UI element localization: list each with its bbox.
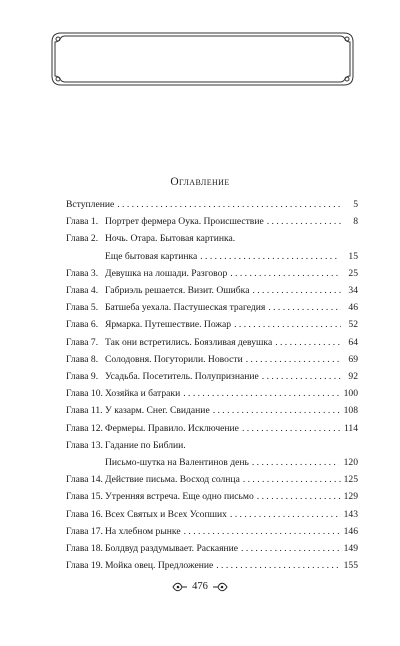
toc-entry-chapter-2[interactable] xyxy=(66,230,358,247)
entry-label: Девушка на лошади. Разговор xyxy=(105,267,228,279)
toc-entry-chapter-1[interactable] xyxy=(66,213,358,230)
entry-label: Усадьба. Посетитель. Полупризнание xyxy=(105,371,259,383)
entry-page: 120 xyxy=(343,457,358,469)
toc-entry-chapter-8[interactable] xyxy=(66,351,358,368)
entry-label: На хлебном рынке xyxy=(105,525,181,537)
entry-label-continued: Еще бытовая картинка xyxy=(105,250,198,262)
entry-label: Так они встретились. Боязливая девушка xyxy=(105,336,273,348)
entry-label: Хозяйка и батраки xyxy=(105,388,181,400)
ornament-left-icon xyxy=(172,582,188,592)
dot-leader xyxy=(267,213,341,230)
entry-page: 108 xyxy=(343,405,358,417)
chapter-number: Глава 18. xyxy=(66,543,103,555)
toc-entry-chapter-11[interactable] xyxy=(66,402,358,419)
table-of-contents xyxy=(66,196,358,574)
entry-label: Гадание по Библии. xyxy=(105,439,186,451)
chapter-number: Глава 11. xyxy=(66,405,103,417)
chapter-number: Глава 16. xyxy=(66,508,103,520)
entry-page: 143 xyxy=(343,508,358,520)
entry-page: 100 xyxy=(343,388,358,400)
entry-page: 46 xyxy=(348,302,358,314)
chapter-number: Глава 6. xyxy=(66,319,99,331)
toc-entry-chapter-7[interactable] xyxy=(66,334,358,351)
entry-label: Действие письма. Восход солнца xyxy=(105,474,240,486)
entry-page: 64 xyxy=(348,336,358,348)
entry-label: Утренняя встреча. Еще одно письмо xyxy=(105,491,254,503)
entry-page: 5 xyxy=(353,199,358,210)
entry-page: 8 xyxy=(353,216,358,228)
chapter-number: Глава 12. xyxy=(66,422,103,434)
toc-entry-chapter-5[interactable] xyxy=(66,299,358,316)
entry-page: 149 xyxy=(343,543,358,555)
entry-label: Солодовня. Погуторили. Новости xyxy=(105,353,243,365)
chapter-number: Глава 14. xyxy=(66,474,103,486)
dot-leader xyxy=(257,488,341,505)
chapter-number: Глава 15. xyxy=(66,491,103,503)
chapter-number: Глава 4. xyxy=(66,285,99,297)
toc-entry-chapter-12[interactable] xyxy=(66,420,358,437)
toc-entry-chapter-18[interactable] xyxy=(66,540,358,557)
dot-leader xyxy=(183,385,340,402)
chapter-number: Глава 1. xyxy=(66,216,99,228)
dot-leader xyxy=(243,471,341,488)
entry-page: 129 xyxy=(343,491,358,503)
chapter-number: Глава 9. xyxy=(66,371,99,383)
dot-leader xyxy=(216,557,340,574)
toc-entry-chapter-13[interactable] xyxy=(66,437,358,454)
dot-leader xyxy=(246,351,341,368)
ornamental-frame xyxy=(49,30,356,88)
entry-page: 155 xyxy=(343,560,358,572)
entry-label: Болдвуд раздумывает. Раскаяние xyxy=(105,543,239,555)
entry-label-continued: Письмо-шутка на Валентинов день xyxy=(105,457,249,469)
ornament-right-icon xyxy=(212,582,228,592)
chapter-number: Глава 3. xyxy=(66,267,99,279)
dot-leader xyxy=(252,282,341,299)
dot-leader xyxy=(242,420,341,437)
entry-label: Батшеба уехала. Пастушеская трагедия xyxy=(105,302,266,314)
page-footer xyxy=(0,581,400,592)
chapter-number: Глава 13. xyxy=(66,439,103,451)
entry-page: 125 xyxy=(343,474,358,486)
toc-entry-chapter-9[interactable] xyxy=(66,368,358,385)
entry-page: 92 xyxy=(348,371,358,383)
toc-entry-chapter-17[interactable] xyxy=(66,523,358,540)
entry-page: 114 xyxy=(343,422,358,434)
toc-entry-chapter-19[interactable] xyxy=(66,557,358,574)
entry-label: Фермеры. Правило. Исключение xyxy=(105,422,239,434)
toc-entry-chapter-4[interactable] xyxy=(66,282,358,299)
dot-leader xyxy=(252,454,339,471)
entry-label: Портрет фермера Оука. Происшествие xyxy=(105,216,264,228)
toc-entry-chapter-16[interactable] xyxy=(66,506,358,523)
dot-leader xyxy=(268,299,341,316)
toc-entry-chapter-2-cont[interactable] xyxy=(66,248,358,265)
toc-entry-chapter-10[interactable] xyxy=(66,385,358,402)
dot-leader xyxy=(275,334,341,351)
dot-leader xyxy=(230,506,341,523)
entry-page: 34 xyxy=(348,285,358,297)
page-number: 476 xyxy=(192,581,208,592)
dot-leader xyxy=(230,265,341,282)
chapter-number: Глава 7. xyxy=(66,336,99,348)
toc-title: Оглавление xyxy=(170,176,230,188)
entry-page: 52 xyxy=(348,319,358,331)
toc-entry-chapter-13-cont[interactable] xyxy=(66,454,358,471)
entry-page: 69 xyxy=(348,353,358,365)
chapter-number: Глава 19. xyxy=(66,560,103,572)
toc-entry-chapter-15[interactable] xyxy=(66,488,358,505)
chapter-number: Глава 2. xyxy=(66,233,99,245)
entry-label: Вступление xyxy=(66,199,115,210)
chapter-number: Глава 10. xyxy=(66,388,103,400)
entry-label: У казарм. Снег. Свидание xyxy=(105,405,210,417)
entry-label: Мойка овец. Предложение xyxy=(105,560,214,572)
dot-leader xyxy=(262,368,341,385)
chapter-number: Глава 8. xyxy=(66,353,99,365)
toc-entry-chapter-14[interactable] xyxy=(66,471,358,488)
dot-leader xyxy=(117,196,341,213)
chapter-number: Глава 17. xyxy=(66,525,103,537)
toc-entry-chapter-6[interactable] xyxy=(66,316,358,333)
toc-entry-intro[interactable] xyxy=(66,196,358,213)
toc-entry-chapter-3[interactable] xyxy=(66,265,358,282)
chapter-number: Глава 5. xyxy=(66,302,99,314)
dot-leader xyxy=(234,316,341,333)
entry-page: 146 xyxy=(343,525,358,537)
dot-leader xyxy=(213,402,341,419)
entry-label: Габриэль решается. Визит. Ошибка xyxy=(105,285,250,297)
entry-label: Всех Святых и Всех Усопших xyxy=(105,508,227,520)
entry-page: 25 xyxy=(348,267,358,279)
dot-leader xyxy=(241,540,341,557)
dot-leader xyxy=(200,248,339,265)
entry-label: Ночь. Отара. Бытовая картинка. xyxy=(105,233,236,245)
entry-page: 15 xyxy=(348,250,358,262)
dot-leader xyxy=(184,523,341,540)
entry-label: Ярмарка. Путешествие. Пожар xyxy=(105,319,232,331)
